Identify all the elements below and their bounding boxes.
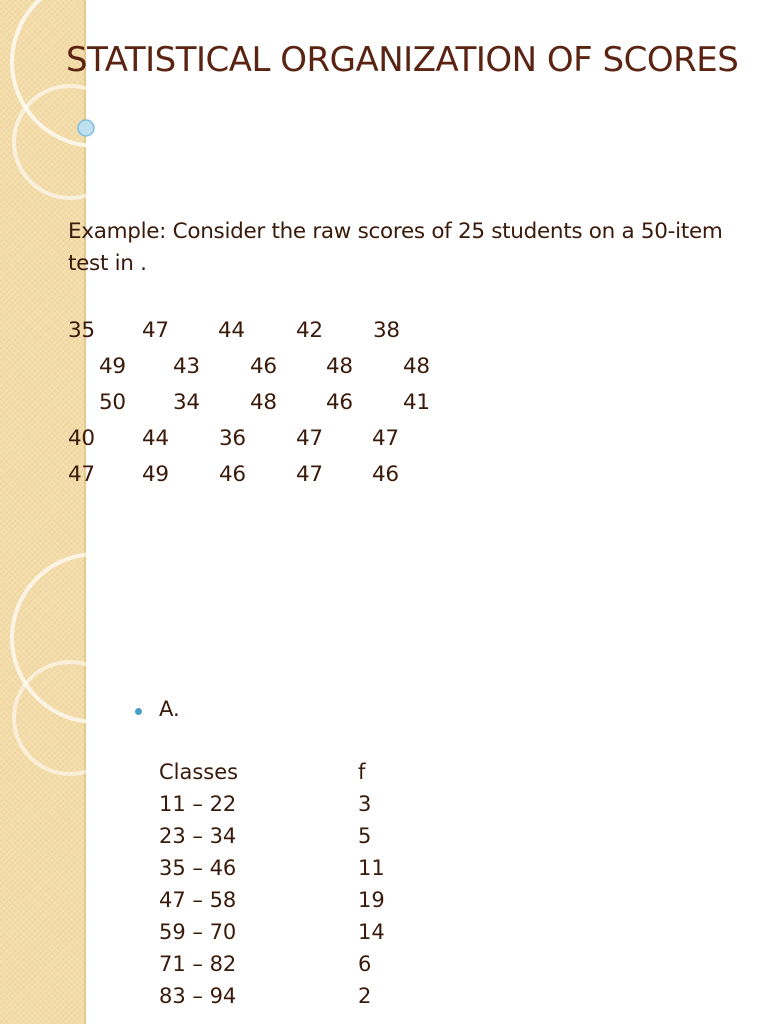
score-cell: 47 [68,462,95,487]
score-cell: 38 [373,318,400,343]
score-cell: 46 [219,462,246,487]
ring-knob [78,120,94,136]
score-cell: 47 [142,318,169,343]
header-classes: Classes [159,760,239,784]
score-cell: 46 [372,462,399,487]
score-cell: 48 [326,354,353,379]
score-cell: 41 [403,390,430,415]
score-cell: 50 [99,390,126,415]
slide-title: STATISTICAL ORGANIZATION OF SCORES [66,40,739,80]
score-cell: 46 [250,354,277,379]
class-frequency: 2 [358,984,372,1008]
class-frequency: 5 [358,824,372,848]
score-cell: 44 [142,426,169,451]
class-interval: 47 – 58 [159,888,237,912]
decorative-rings [0,0,150,1024]
score-cell: 46 [326,390,353,415]
class-interval: 23 – 34 [159,824,237,848]
score-cell: 47 [296,426,323,451]
header-f: f [358,760,366,784]
score-cell: 36 [219,426,246,451]
score-cell: 49 [99,354,126,379]
class-frequency: 14 [358,920,385,944]
class-frequency: 19 [358,888,385,912]
score-cell: 43 [173,354,200,379]
class-interval: 11 – 22 [159,792,237,816]
score-cell: 34 [173,390,200,415]
score-cell: 44 [218,318,245,343]
score-cell: 48 [250,390,277,415]
example-text: Example: Consider the raw scores of 25 students on a 50-item test in . [68,219,723,276]
class-frequency: 11 [358,856,385,880]
class-interval: 59 – 70 [159,920,237,944]
bullet-dot-icon [135,708,142,715]
ring-bottom-outer [12,554,180,722]
score-cell: 42 [296,318,323,343]
score-cell: 35 [68,318,95,343]
score-cell: 48 [403,354,430,379]
score-cell: 49 [142,462,169,487]
score-cell: 47 [296,462,323,487]
section-label: A. [159,697,180,721]
class-interval: 71 – 82 [159,952,237,976]
class-interval: 35 – 46 [159,856,237,880]
score-cell: 47 [372,426,399,451]
class-frequency: 3 [358,792,372,816]
class-frequency: 6 [358,952,372,976]
class-interval: 83 – 94 [159,984,237,1008]
score-cell: 40 [68,426,95,451]
